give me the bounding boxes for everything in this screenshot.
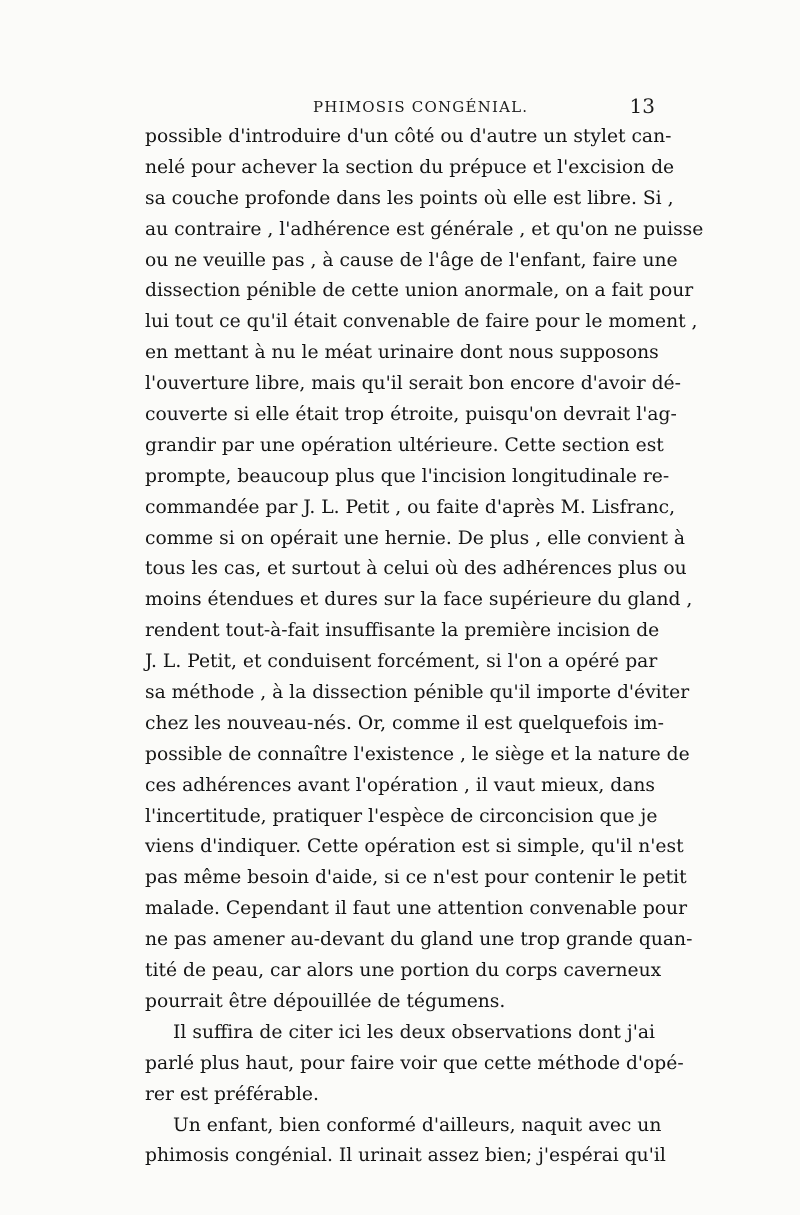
text-line: pas même besoin d'aide, si ce n'est pour contenir le petit — [145, 867, 687, 889]
text-line: couverte si elle était trop étroite, puisqu'on devrait l'ag- — [145, 404, 677, 426]
text-line: viens d'indiquer. Cette opération est si simple, qu'il n'est — [145, 836, 684, 858]
text-line: au contraire , l'adhérence est générale , et qu'on ne puisse — [145, 218, 704, 240]
page-number: 13 — [629, 94, 655, 118]
text-line: parlé plus haut, pour faire voir que cette méthode d'opé- — [145, 1052, 684, 1074]
text-line: moins étendues et dures sur la face supérieure du gland , — [145, 589, 693, 611]
text-line: Un enfant, bien conformé d'ailleurs, naquit avec un — [173, 1114, 662, 1136]
text-line: possible d'introduire d'un côté ou d'autre un stylet can- — [145, 126, 672, 147]
text-line: prompte, beaucoup plus que l'incision longitudinale re- — [145, 465, 670, 487]
text-line: l'ouverture libre, mais qu'il serait bon encore d'avoir dé- — [145, 373, 681, 395]
text-line: sa méthode , à la dissection pénible qu'il importe d'éviter — [145, 682, 690, 704]
text-line: nelé pour achever la section du prépuce et l'excision de — [145, 156, 675, 178]
text-line: tous les cas, et surtout à celui où des adhérences plus ou — [145, 558, 687, 580]
text-line: phimosis congénial. Il urinait assez bien; j'espérai qu'il — [145, 1145, 666, 1167]
running-title: PHIMOSIS CONGÉNIAL. — [313, 98, 529, 116]
text-line: J. L. Petit, et conduisent forcément, si l'on a opéré par — [145, 651, 658, 673]
text-line: lui tout ce qu'il était convenable de faire pour le moment , — [145, 311, 698, 333]
text-line: grandir par une opération ultérieure. Cette section est — [145, 434, 664, 456]
text-line: ces adhérences avant l'opération , il vaut mieux, dans — [145, 774, 655, 796]
text-line: rer est préférable. — [145, 1083, 319, 1105]
text-line: l'incertitude, pratiquer l'espèce de circoncision que je — [145, 805, 658, 827]
text-line: possible de connaître l'existence , le siège et la nature de — [145, 743, 690, 765]
text-line: Il suffira de citer ici les deux observations dont j'ai — [173, 1021, 655, 1043]
text-line: ou ne veuille pas , à cause de l'âge de l'enfant, faire une — [145, 249, 678, 271]
body-text — [145, 122, 704, 1172]
text-line: dissection pénible de cette union anormale, on a fait pour — [145, 280, 694, 302]
page-header — [145, 94, 655, 124]
text-line: commandée par J. L. Petit , ou faite d'après M. Lisfranc, — [145, 496, 676, 518]
text-line: rendent tout-à-fait insuffisante la première incision de — [145, 620, 660, 642]
text-line: en mettant à nu le méat urinaire dont nous supposons — [145, 342, 659, 364]
text-line: tité de peau, car alors une portion du corps caverneux — [145, 960, 662, 982]
text-line: comme si on opérait une hernie. De plus , elle convient à — [145, 527, 686, 549]
text-line: sa couche profonde dans les points où elle est libre. Si , — [145, 187, 674, 209]
text-line: chez les nouveau-nés. Or, comme il est quelquefois im- — [145, 712, 664, 734]
text-line: pourrait être dépouillée de tégumens. — [145, 990, 506, 1012]
text-line: ne pas amener au-devant du gland une trop grande quan- — [145, 929, 693, 951]
text-line: malade. Cependant il faut une attention convenable pour — [145, 898, 688, 920]
